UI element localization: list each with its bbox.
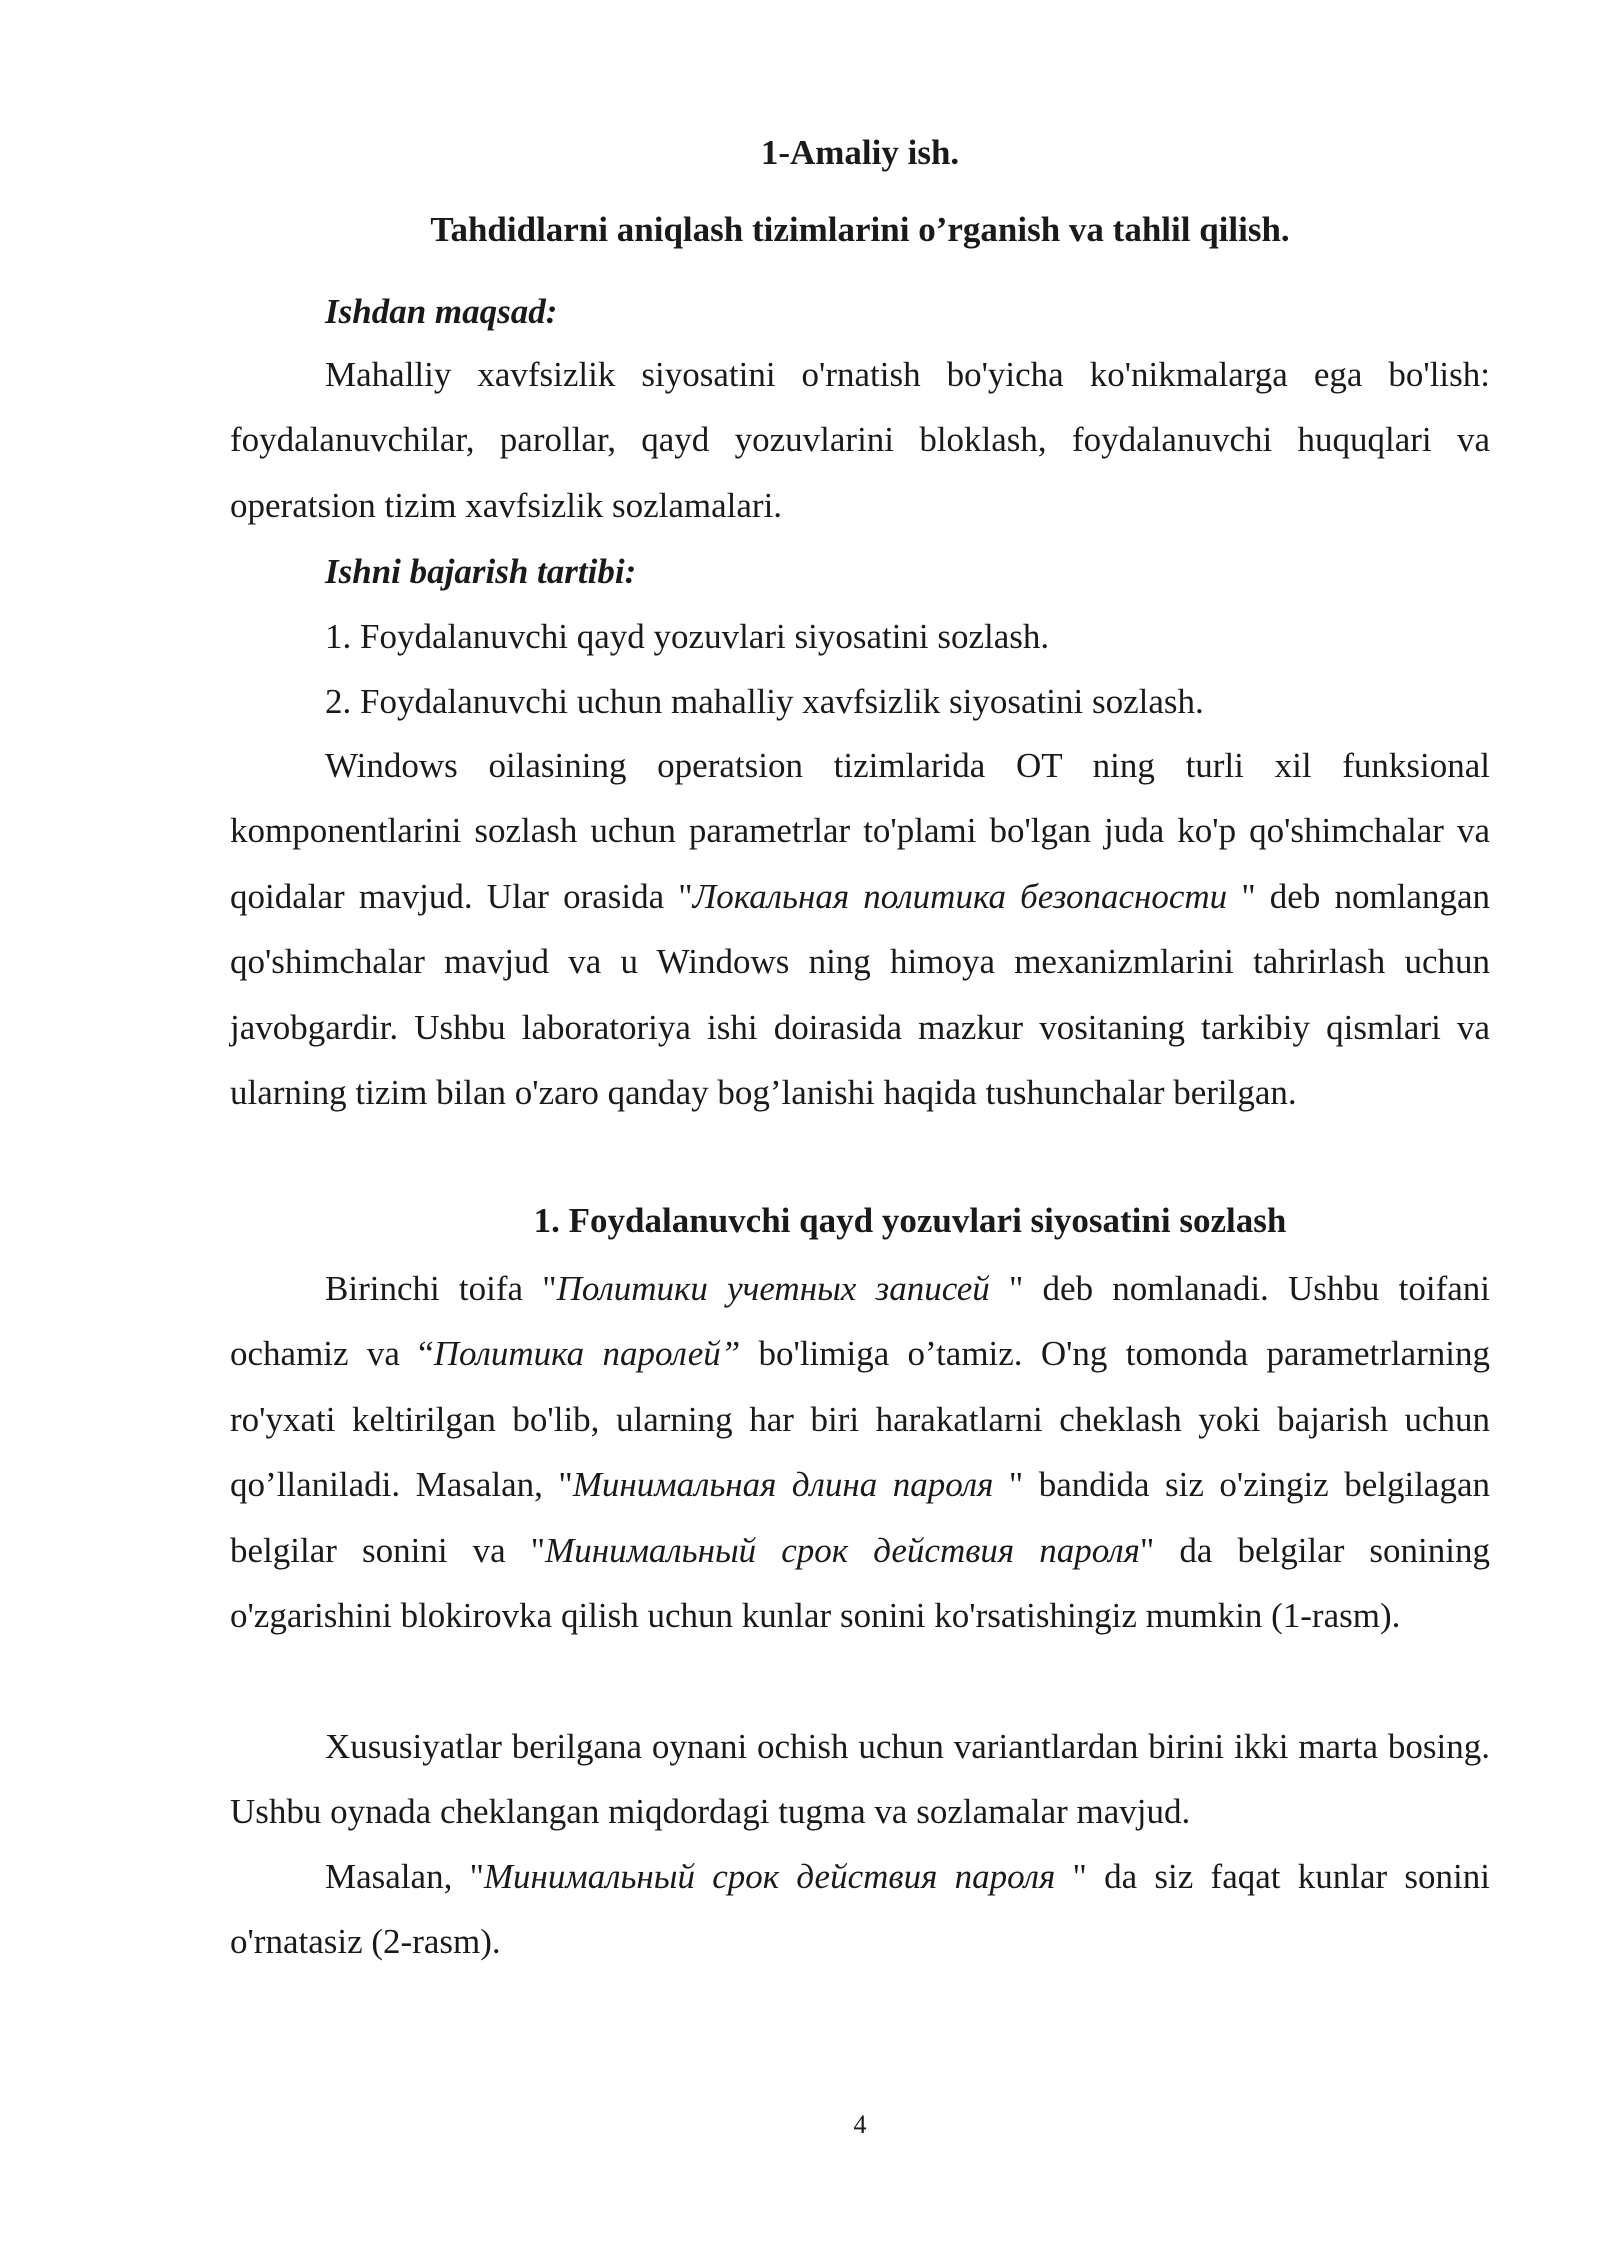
intro-text-1: Windows oilasining operatsion tizimlarida OT ning turli xil funksional komponentlarini sozlash uchun parametrlar to'plami bo'lgan juda ko'p qo'shimchalar va qoidalar mavjud. Ular orasida ": [230, 746, 1490, 916]
p1-text-5: " da belgilar sonining o'zgarishini blokirovka qilish uchun kunlar sonini ko'rsatishingiz mumkin (1-rasm).: [230, 1530, 1491, 1636]
goal-label: Ishdan maqsad:: [325, 292, 558, 331]
p1-russian-2: Политика паролей”: [433, 1334, 741, 1374]
intro-text-2: " deb nomlangan qo'shimchalar mavjud va u Windows ning himoya mexanizmlarini tahrirlash uchun javobgardir. Ushbu laboratoriya ishi doirasida mazkur vositaning tarkibiy qismlari va ularning tizim bilan o'zaro qanday bog’lanishi haqida tushunchalar berilgan.: [230, 876, 1491, 1113]
paragraph-2: Xususiyatlar berilgana oynani ochish uchun variantlardan birini ikki marta bosing. Ushbu oynada cheklangan miqdordagi tugma va sozlamalar mavjud.: [230, 1727, 1490, 1832]
p1-russian-4: Минимальный срок действия пароля: [545, 1530, 1140, 1570]
section-heading: 1. Foydalanuvchi qayd yozuvlari siyosatini sozlash: [533, 1201, 1287, 1240]
goal-text: Mahalliy xavfsizlik siyosatini o'rnatish bo'yicha ko'nikmalarga ega bo'lish: foydalanuvchilar, parollar, qayd yozuvlarini bloklash, foydalanuvchi huquqlari va operatsion tizim xavfsizlik sozlamalari.: [230, 355, 1490, 525]
p3-text-1: Masalan, ": [325, 1857, 484, 1896]
intro-russian-term: Локальная политика безопасности: [692, 876, 1228, 916]
page-number: 4: [853, 2110, 867, 2139]
p1-text-3: bo'limiga o’tamiz. O'ng tomonda parametrlarning ro'yxati keltirilgan bo'lib, ularning har biri harakatlarni cheklash yoki bajarish uchun qo’llaniladi. Masalan, ": [230, 1334, 1491, 1505]
p1-text-2: " deb nomlanadi. Ushbu toifani ochamiz va “: [230, 1269, 1491, 1374]
p3-text-2: " da siz faqat kunlar sonini o'rnatasiz (2-rasm).: [230, 1857, 1490, 1962]
page-subtitle: Tahdidlarni aniqlash tizimlarini o’rganish va tahlil qilish.: [430, 210, 1290, 249]
step-2: 2. Foydalanuvchi uchun mahalliy xavfsizlik siyosatini sozlash.: [325, 682, 1204, 721]
page-title: 1-Amaliy ish.: [760, 133, 960, 172]
p1-russian-3: Минимальная длина пароля: [572, 1465, 994, 1505]
paragraph-1: [230, 1256, 1490, 1648]
paragraph-3: [230, 1844, 1490, 1975]
step-1: 1. Foydalanuvchi qayd yozuvlari siyosatini sozlash.: [325, 617, 1050, 656]
p1-text-1: Birinchi toifa ": [325, 1269, 557, 1308]
p1-text-4: " bandida siz o'zingiz belgilagan belgilar sonini va ": [230, 1465, 1491, 1570]
p3-russian-1: Минимальный срок действия пароля: [483, 1857, 1056, 1896]
procedure-label: Ishni bajarish tartibi:: [325, 552, 637, 591]
p1-russian-1: Политики учетных записей: [556, 1269, 990, 1308]
intro-paragraph: [230, 733, 1490, 1125]
